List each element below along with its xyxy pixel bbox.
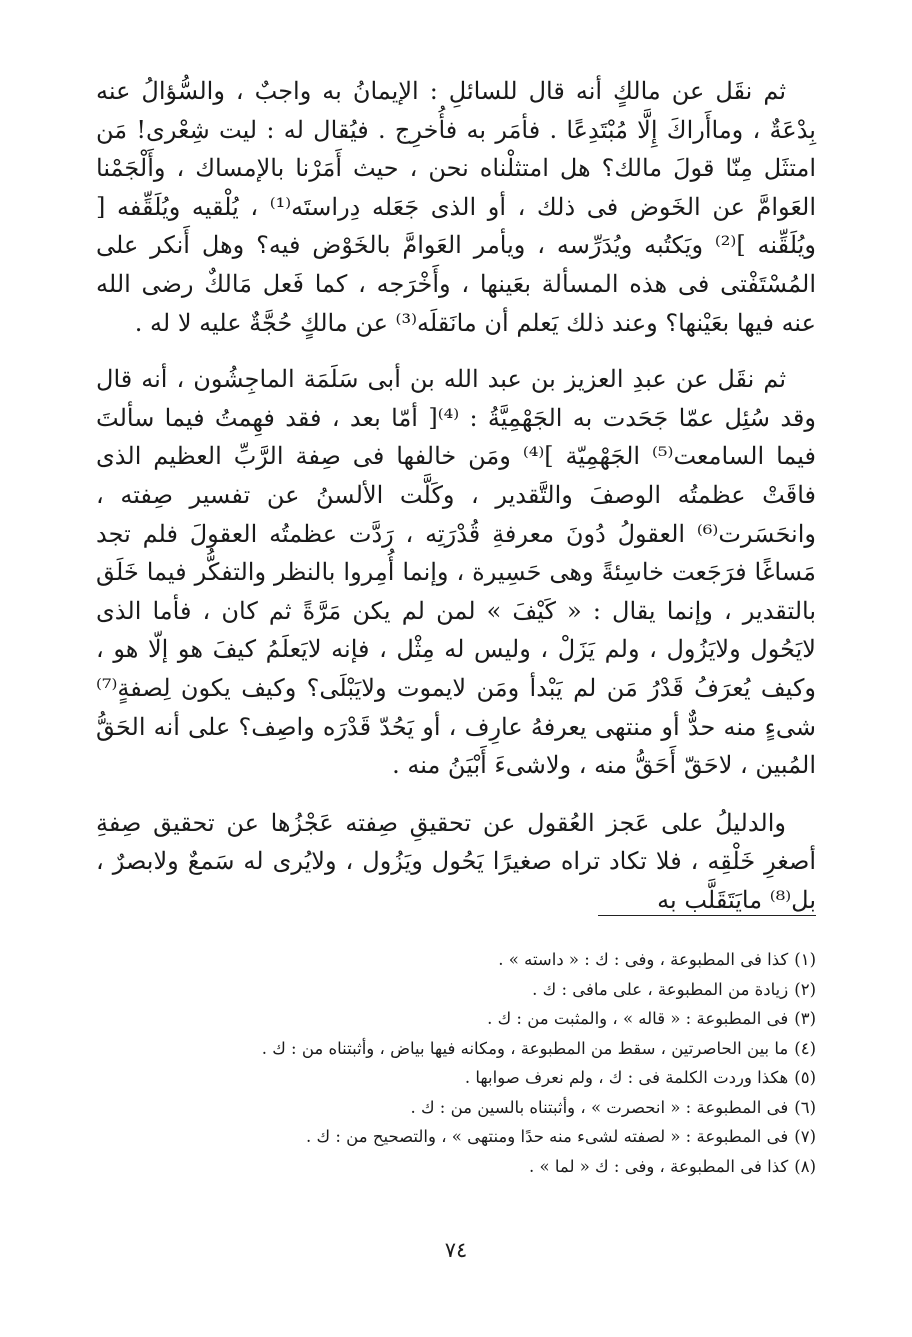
- footnote-item: [80, 1122, 816, 1152]
- footnote-number: (٧): [794, 1127, 816, 1146]
- footnote-text: ما بين الحاصرتين ، سقط من المطبوعة ، ومكانه فيها بياض ، وأثبتناه من : ك .: [261, 1038, 789, 1058]
- footnote-item: [80, 975, 816, 1005]
- footnote-text: هكذا وردت الكلمة فى : ك ، ولم نعرف صوابها .: [464, 1068, 789, 1087]
- footnote-item: [80, 1152, 816, 1182]
- body-paragraph: ثم نقَل عن مالكٍ أنه قال للسائلِ : الإيمانُ به واجبٌ ، والسُّؤالُ عنه بِدْعَةٌ ، وماأَراكَ إِلَّا مُبْتَدِعًا . فأمَر به فأُخرِج . فيُقال له : ليت شِعْرى! مَن امتثَل مِنّا قولَ مالك؟ هل امتثلْناه نحن ، حيث أَمَرْنا بالإمساك ، وأَلْجَمْنا العَوامَّ عن الخَوض فى ذلك ، أو الذى جَعَله دِراستَه⁽¹⁾ ، يُلْقيه ويُلَقِّفه [ ويُلَقِّنه ]⁽²⁾ ويَكتُبه ويُدَرِّسه ، ويأمر العَوامَّ بالخَوْض فيه؟ وهل أَنكر على المُسْتَفْتى فى هذه المسألة بعَينها ، وأَخْرَجه ، كما فَعل مَالكٌ رضى الله عنه فيها بعَيْنها؟ وعند ذلك يَعلم أن مانَقلَه⁽³⁾ عن مالكٍ حُجَّةٌ عليه لا له .: [96, 77, 817, 337]
- footnote-item: [80, 945, 816, 975]
- footnote-item: [80, 1093, 816, 1123]
- footnote-text: فى المطبوعة : « انحصرت » ، وأثبتناه بالسين من : ك .: [410, 1097, 789, 1117]
- footnote-number: (٥): [794, 1068, 816, 1087]
- footnote-text: فى المطبوعة : « قاله » ، والمثبت من : ك .: [487, 1009, 789, 1028]
- footnote-text: زيادة من المطبوعة ، على مافى : ك .: [532, 979, 789, 999]
- footnote-text: كذا فى المطبوعة ، وفى : ك : « داسته » .: [498, 950, 789, 969]
- footnote-text: فى المطبوعة : « لصفته لشىء منه حدًا ومنتهى » ، والتصحيح من : ك .: [306, 1127, 789, 1146]
- body-paragraph: والدليلُ على عَجز العُقول عن تحقيقِ صِفته عَجْزُها عن تحقيق صِفةِ أصغرِ خَلْقِه ، فلا تكاد تراه صغيرًا يَحُول ويَزُول ، ولايُرى له سَمعٌ ولابصرٌ ، بل⁽⁸⁾ مايَتَقَلَّب به: [96, 808, 816, 914]
- main-text: [96, 72, 816, 919]
- footnote-number: (٨): [794, 1156, 816, 1176]
- footnote-number: (٣): [794, 1009, 816, 1028]
- footnote-number: (٤): [794, 1038, 816, 1058]
- footnote-item: [80, 1034, 816, 1064]
- body-paragraph: ثم نقَل عن عبدِ العزيز بن عبد الله بن أبى سَلَمَة الماجِشُون ، أنه قال وقد سُئِل عمّا جَحَدت به الجَهْمِيَّةُ : ⁽⁴⁾[ أمّا بعد ، فقد فهِمتُ فيما سألتَ فيما السامعت⁽⁵⁾ الجَهْمِيّة ]⁽⁴⁾ ومَن خالفها فى صِفة الرَّبِّ العظيم الذى فاقَتْ عظمتُه الوصفَ والتَّقدير ، وكَلَّت الألسنُ عن تفسير صِفته ، وانحَسَرت⁽⁶⁾ العقولُ دُونَ معرفةِ قُدْرَتِه ، رَدَّت عظمتُه العقولَ فلم تجد مَساغًا فرَجَعت خاسِئةً وهى حَسِيرة ، وإنما أُمِروا بالنظر والتفكُّر فيما خَلَق بالتقدير ، وإنما يقال : « كَيْفَ » لمن لم يكن مَرَّةً ثم كان ، فأما الذى لايَحُول ولايَزُول ، ولم يَزَلْ ، وليس له مِثْل ، فإنه لايَعلَمُ كيفَ هو إلّا هو ، وكيف يُعرَفُ قَدْرُ مَن لم يَبْدأ ومَن لايموت ولايَبْلَى؟ وكيف يكون لِصفةٍ⁽⁷⁾ شىءٍ منه حدٌّ أو منتهى يعرفهُ عارِف ، أو يَحُدّ قَدْرَه واصِف؟ على أنه الحَقُّ المُبين ، لاحَقّ أَحَقُّ منه ، ولاشىءَ أَبْيَنُ منه .: [96, 365, 817, 780]
- footnote-separator: [598, 915, 816, 916]
- footnote-item: [80, 1004, 816, 1034]
- footnote-number: (١): [794, 950, 816, 969]
- footnote-number: (٦): [794, 1097, 816, 1117]
- footnote-number: (٢): [794, 979, 816, 999]
- footnote-item: [80, 1063, 816, 1093]
- footnotes-list: [80, 945, 816, 1181]
- page-number: ٧٤: [444, 1238, 468, 1262]
- footnote-text: كذا فى المطبوعة ، وفى : ك « لما » .: [529, 1156, 789, 1176]
